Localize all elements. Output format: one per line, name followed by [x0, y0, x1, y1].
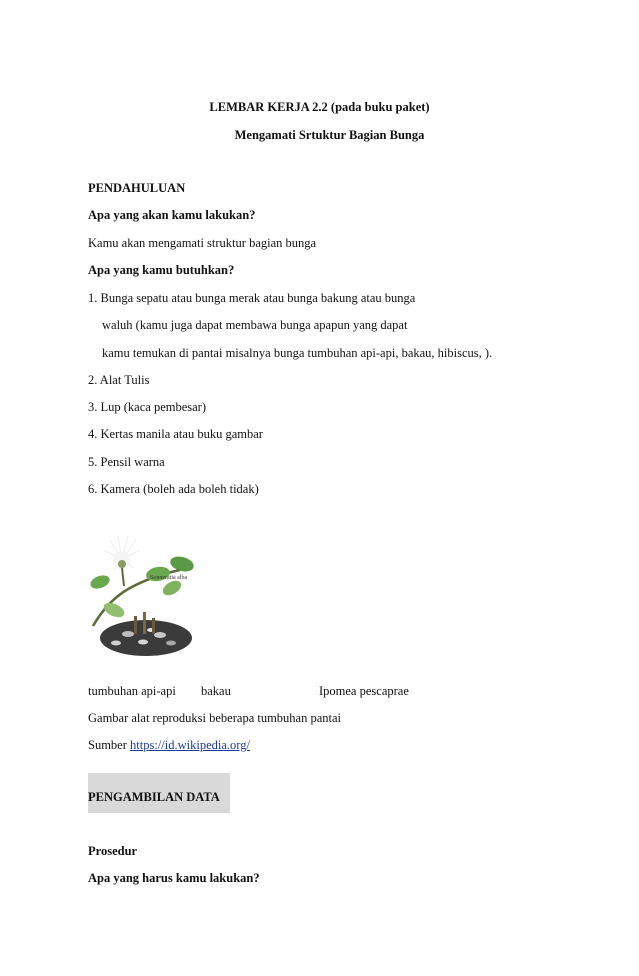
- data-heading: PENGAMBILAN DATA: [88, 790, 220, 804]
- list-item: 4. Kertas manila atau buku gambar: [88, 427, 263, 441]
- question-2: Apa yang kamu butuhkan?: [88, 263, 235, 277]
- procedure-question: Apa yang harus kamu lakukan?: [88, 871, 260, 885]
- procedure-heading: Prosedur: [88, 844, 138, 858]
- list-item: 5. Pensil warna: [88, 455, 165, 469]
- figure-caption-1: tumbuhan api-api: [88, 684, 176, 698]
- figure-caption-2: bakau: [201, 684, 231, 698]
- figure-description: Gambar alat reproduksi beberapa tumbuhan pantai: [88, 711, 342, 725]
- list-item: kamu temukan di pantai misalnya bunga tumbuhan api-api, bakau, hibiscus, ).: [102, 346, 493, 360]
- list-item: 1. Bunga sepatu atau bunga merak atau bunga bakung atau bunga: [88, 291, 416, 305]
- figure-caption-3: Ipomea pescaprae: [319, 684, 409, 698]
- source-line: [88, 737, 250, 753]
- list-item: 3. Lup (kaca pembesar): [88, 400, 206, 414]
- figure-label: Sonneratia alba: [150, 575, 188, 581]
- page-subtitle: Mengamati Srtuktur Bagian Bunga: [234, 128, 425, 142]
- list-item: 2. Alat Tulis: [88, 373, 150, 387]
- intro-heading: PENDAHULUAN: [88, 181, 186, 195]
- source-link[interactable]: https://id.wikipedia.org/: [130, 738, 250, 752]
- list-item: 6. Kamera (boleh ada boleh tidak): [88, 482, 259, 496]
- list-item: waluh (kamu juga dapat membawa bunga apapun yang dapat: [102, 318, 408, 332]
- page-title: LEMBAR KERJA 2.2 (pada buku paket): [209, 100, 430, 114]
- question-1: Apa yang akan kamu lakukan?: [88, 208, 256, 222]
- source-label: Sumber: [88, 738, 127, 752]
- plant-photo: [88, 530, 200, 658]
- answer-1: Kamu akan mengamati struktur bagian bunga: [88, 236, 317, 250]
